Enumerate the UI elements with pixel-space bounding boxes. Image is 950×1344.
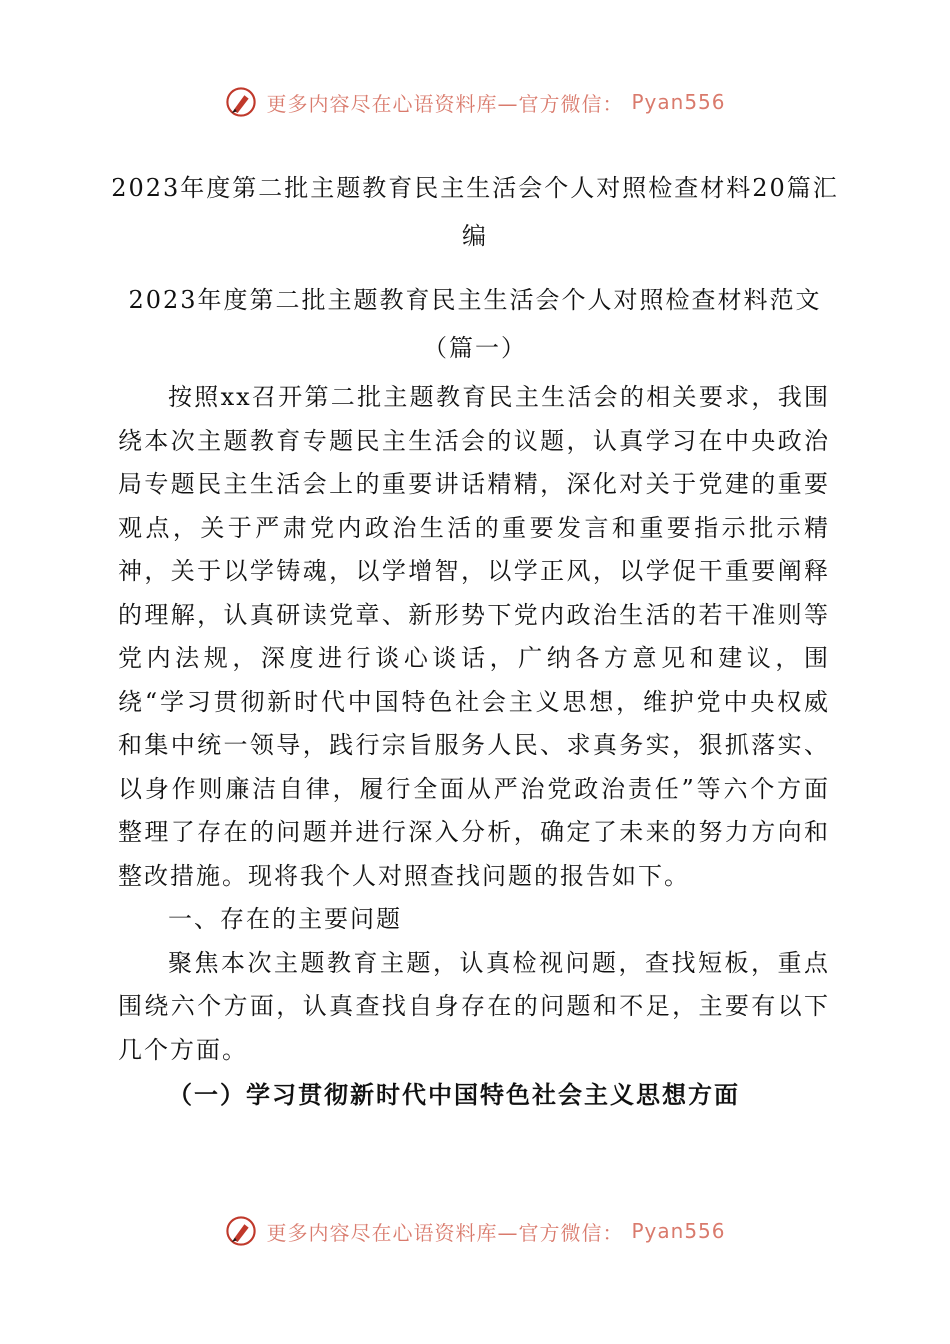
document-title: 2023年度第二批主题教育民主生活会个人对照检查材料20篇汇编 [111, 174, 839, 250]
watermark-wechat-id: Pyan556 [631, 90, 726, 114]
section-one-paragraph: 聚焦本次主题教育主题，认真检视问题，查找短板，重点围绕六个方面，认真查找自身存在的问题和不足，主要有以下几个方面。 [118, 948, 830, 1064]
pen-nib-logo-icon [224, 85, 258, 119]
section-one-heading: 一、存在的主要问题 [168, 905, 402, 933]
document-body [118, 376, 830, 1072]
watermark-text: 更多内容尽在心语资料库—官方微信： [266, 1220, 624, 1245]
header-watermark [0, 82, 950, 122]
intro-paragraph: 按照xx召开第二批主题教育民主生活会的相关要求，我围绕本次主题教育专题民主生活会的议题，认真学习在中央政治局专题民主生活会上的重要讲话精精，深化对关于党建的重要观点，关于严肃党内政治生活的重要发言和重要指示批示精神，关于以学铸魂，以学增智，以学正风，以学促干重要阐释的理解，认真研读党章、新形势下党内政治生活的若干准则等党内法规，深度进行谈心谈话，广纳各方意见和建议，围绕“学习贯彻新时代中国特色社会主义思想，维护党中央权威和集中统一领导，践行宗旨服务人民、求真务实，狠抓落实、以身作则廉洁自律，履行全面从严治党政治责任”等六个方面整理了存在的问题并进行深入分析，确定了未来的努力方向和整改措施。现将我个人对照查找问题的报告如下。 [118, 383, 830, 890]
document-subtitle: 2023年度第二批主题教育民主生活会个人对照检查材料范文（篇一） [128, 286, 822, 362]
watermark-wechat-id: Pyan556 [631, 1219, 726, 1243]
footer-watermark [0, 1211, 950, 1251]
watermark-text: 更多内容尽在心语资料库—官方微信： [266, 91, 624, 116]
subsection-heading: （一）学习贯彻新时代中国特色社会主义思想方面 [168, 1081, 740, 1109]
pen-nib-logo-icon [224, 1214, 258, 1248]
